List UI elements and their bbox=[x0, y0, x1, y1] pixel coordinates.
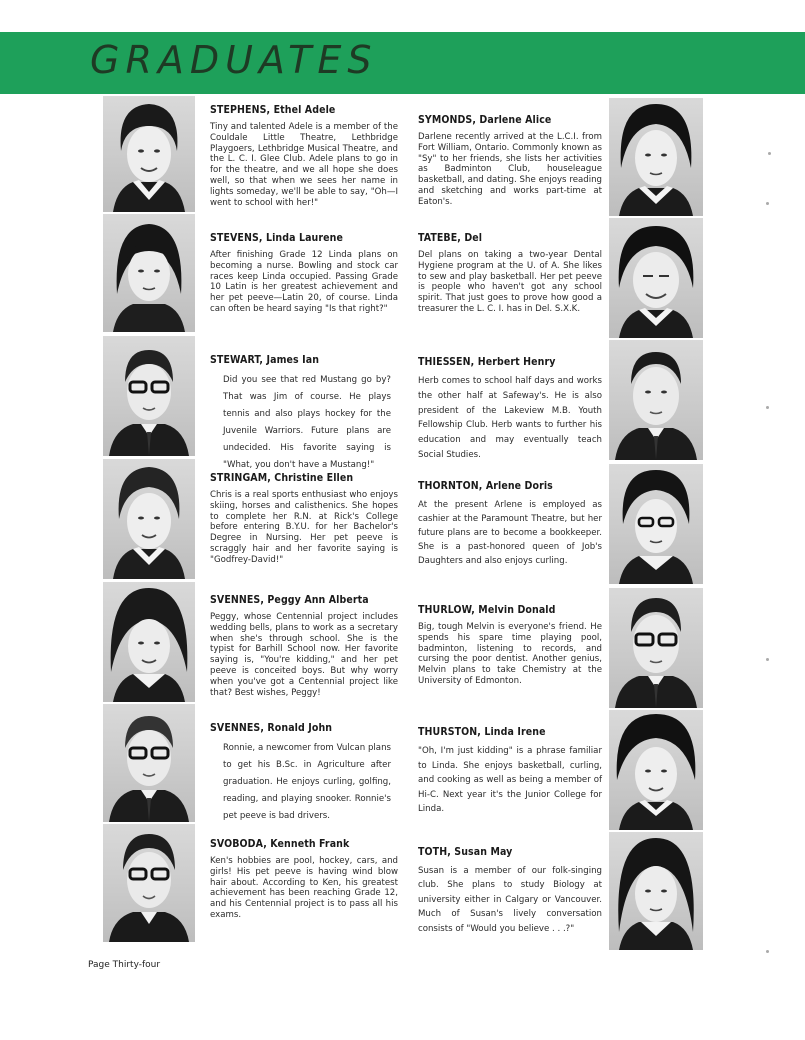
student-name: STEWART, James Ian bbox=[210, 354, 320, 366]
male-portrait-photo bbox=[609, 340, 703, 460]
student-name: STEVENS, Linda Laurene bbox=[210, 232, 343, 244]
header-banner bbox=[0, 32, 805, 94]
female-dark-hair-portrait-photo bbox=[609, 98, 703, 216]
student-name: TOTH, Susan May bbox=[418, 846, 513, 858]
bio-entry bbox=[418, 114, 602, 208]
bio-entry bbox=[210, 104, 398, 208]
student-name: THORNTON, Arlene Doris bbox=[418, 480, 553, 492]
student-name: STEPHENS, Ethel Adele bbox=[210, 104, 336, 116]
bio-entry bbox=[210, 722, 391, 825]
page-number: Page Thirty-four bbox=[88, 960, 161, 970]
portrait-photo bbox=[103, 96, 195, 212]
female-long-hair-portrait-photo bbox=[609, 832, 703, 950]
student-bio: Herb comes to school half days and works the other half at Safeway's. He is also president of the Lakeview M.B. Youth Fellowship Club. Herb wants to further his education and may eventually teach Social Studies. bbox=[418, 376, 602, 460]
student-bio: Tiny and talented Adele is a member of the Couldale Little Theatre, Lethbridge Playgoers, Lethbridge Musical Theatre, and the L. C. I. Glee Club. Adele plans to go in for the theatre, and we all hope she does well, so that when we sees her name in lights someday, we'll be able to say, "Oh—I went to school with her!" bbox=[210, 122, 398, 208]
bio-entry bbox=[210, 354, 391, 474]
student-bio: At the present Arlene is employed as cashier at the Paramount Theatre, but her future plans are to become a bookkeeper. She is a past-honored queen of Job's Daughters and also enjoys curling. bbox=[418, 500, 602, 566]
bio-entry bbox=[418, 356, 602, 463]
student-bio: Ronnie, a newcomer from Vulcan plans to get his B.Sc. in Agriculture after graduation. He enjoys curling, golfing, reading, and playing snooker. Ronnie's pet peeve is bad drivers. bbox=[223, 743, 391, 821]
portrait-photo bbox=[103, 824, 195, 942]
margin-speck bbox=[766, 202, 769, 205]
student-bio: Peggy, whose Centennial project includes wedding bells, plans to work as a secretary when she's through school. She is the typist for Barhill School now. Her favorite saying is, "You're kidding," and her pet peeve is conceited boys. But why worry when you've got a Centennial project like that? Best wishes, Peggy! bbox=[210, 612, 398, 698]
margin-speck bbox=[766, 658, 769, 661]
female-bangs-portrait-photo bbox=[103, 214, 195, 332]
bio-entry bbox=[418, 604, 602, 687]
portrait-photo bbox=[609, 832, 703, 950]
student-bio: Chris is a real sports enthusiast who enjoys skiing, horses and calisthenics. She hopes to complete her R.N. at Rick's College before entering B.Y.U. for her Bachelor's Degree in Nursing. Her pet peeve is scraggly hair and her favorite saying is "Godfrey-David!" bbox=[210, 490, 398, 565]
student-name: THURLOW, Melvin Donald bbox=[418, 604, 556, 616]
portrait-photo bbox=[103, 214, 195, 332]
student-name: THIESSEN, Herbert Henry bbox=[418, 356, 556, 368]
student-bio: Susan is a member of our folk-singing club. She plans to study Biology at university either in Calgary or Vancouver. Much of Susan's lively conversation consists of "Would you believe . . .?" bbox=[418, 866, 602, 934]
portrait-photo bbox=[103, 459, 195, 579]
female-short-hair-portrait-photo bbox=[103, 459, 195, 579]
bio-entry bbox=[418, 480, 602, 568]
student-bio: Del plans on taking a two-year Dental Hygiene program at the U. of A. She likes to sew and play basketball. Her pet peeve is people who haven't got any school spirit. That just goes to prove how good a treasurer the L. C. I. has in Del. S.X.K. bbox=[418, 250, 602, 314]
student-name: STRINGAM, Christine Ellen bbox=[210, 472, 354, 484]
portrait-photo bbox=[609, 218, 703, 338]
bio-entry bbox=[210, 472, 398, 566]
portrait-photo bbox=[609, 710, 703, 830]
student-bio: Darlene recently arrived at the L.C.I. from Fort William, Ontario. Commonly known as "Sy" to her friends, she lists her activities as Badminton Club, houseleague basketball, and dating. She enjoys reading and sketching and works part-time at Eaton's. bbox=[418, 132, 602, 207]
female-bouffant-portrait-photo bbox=[609, 710, 703, 830]
portrait-photo bbox=[103, 704, 195, 822]
margin-speck bbox=[766, 950, 769, 953]
male-glasses-portrait-photo bbox=[609, 588, 703, 708]
student-name: SVOBODA, Kenneth Frank bbox=[210, 838, 350, 850]
student-bio: Did you see that red Mustang go by? That was Jim of course. He plays tennis and also plays hockey for the Juvenile Warriors. Future plans are undecided. His favorite saying is "What, you don't have a Mustang!" bbox=[223, 375, 391, 470]
bio-entry bbox=[210, 232, 398, 315]
margin-speck bbox=[768, 152, 771, 155]
portrait-photo bbox=[609, 464, 703, 584]
student-bio: "Oh, I'm just kidding" is a phrase familiar to Linda. She enjoys basketball, curling, and cooking as well as being a member of Hi-C. Next year it's the Junior College for Linda. bbox=[418, 746, 602, 815]
portrait-photo bbox=[103, 582, 195, 702]
female-bouffant-portrait-photo bbox=[103, 582, 195, 702]
portrait-photo bbox=[609, 588, 703, 708]
student-name: SVENNES, Ronald John bbox=[210, 722, 333, 734]
student-name: SYMONDS, Darlene Alice bbox=[418, 114, 552, 126]
female-smiling-portrait-photo bbox=[103, 96, 195, 212]
male-glasses-portrait-photo bbox=[103, 824, 195, 942]
portrait-photo bbox=[103, 336, 195, 456]
bio-entry bbox=[418, 726, 602, 817]
page-title: GRADUATES bbox=[90, 38, 378, 82]
bio-entry bbox=[418, 232, 602, 315]
student-name: SVENNES, Peggy Ann Alberta bbox=[210, 594, 369, 606]
male-glasses-portrait-photo bbox=[103, 704, 195, 822]
male-glasses-portrait-photo bbox=[103, 336, 195, 456]
portrait-photo bbox=[609, 340, 703, 460]
student-bio: After finishing Grade 12 Linda plans on becoming a nurse. Bowling and stock car races keep Linda occupied. Passing Grade 10 Latin is her greatest achievement and her pet peeve—Latin 20, of course. Linda can often be heard saying "Is that right?" bbox=[210, 250, 398, 314]
student-bio: Ken's hobbies are pool, hockey, cars, and girls! His pet peeve is having wind blow hair about. According to Ken, his greatest achievement has been reaching Grade 12, and his Centennial project is to pass all his exams. bbox=[210, 856, 398, 920]
female-smiling-portrait-photo bbox=[609, 218, 703, 338]
bio-entry bbox=[210, 838, 398, 921]
portrait-photo bbox=[609, 98, 703, 216]
bio-entry bbox=[418, 846, 602, 936]
student-bio: Big, tough Melvin is everyone's friend. He spends his spare time playing pool, badminton, listening to records, and cursing the poor dentist. Another genius, Melvin plans to take Chemistry at the University of Edmonton. bbox=[418, 622, 602, 686]
bio-entry bbox=[210, 594, 398, 698]
margin-speck bbox=[766, 406, 769, 409]
student-name: THURSTON, Linda Irene bbox=[418, 726, 546, 738]
female-glasses-portrait-photo bbox=[609, 464, 703, 584]
student-name: TATEBE, Del bbox=[418, 232, 483, 244]
